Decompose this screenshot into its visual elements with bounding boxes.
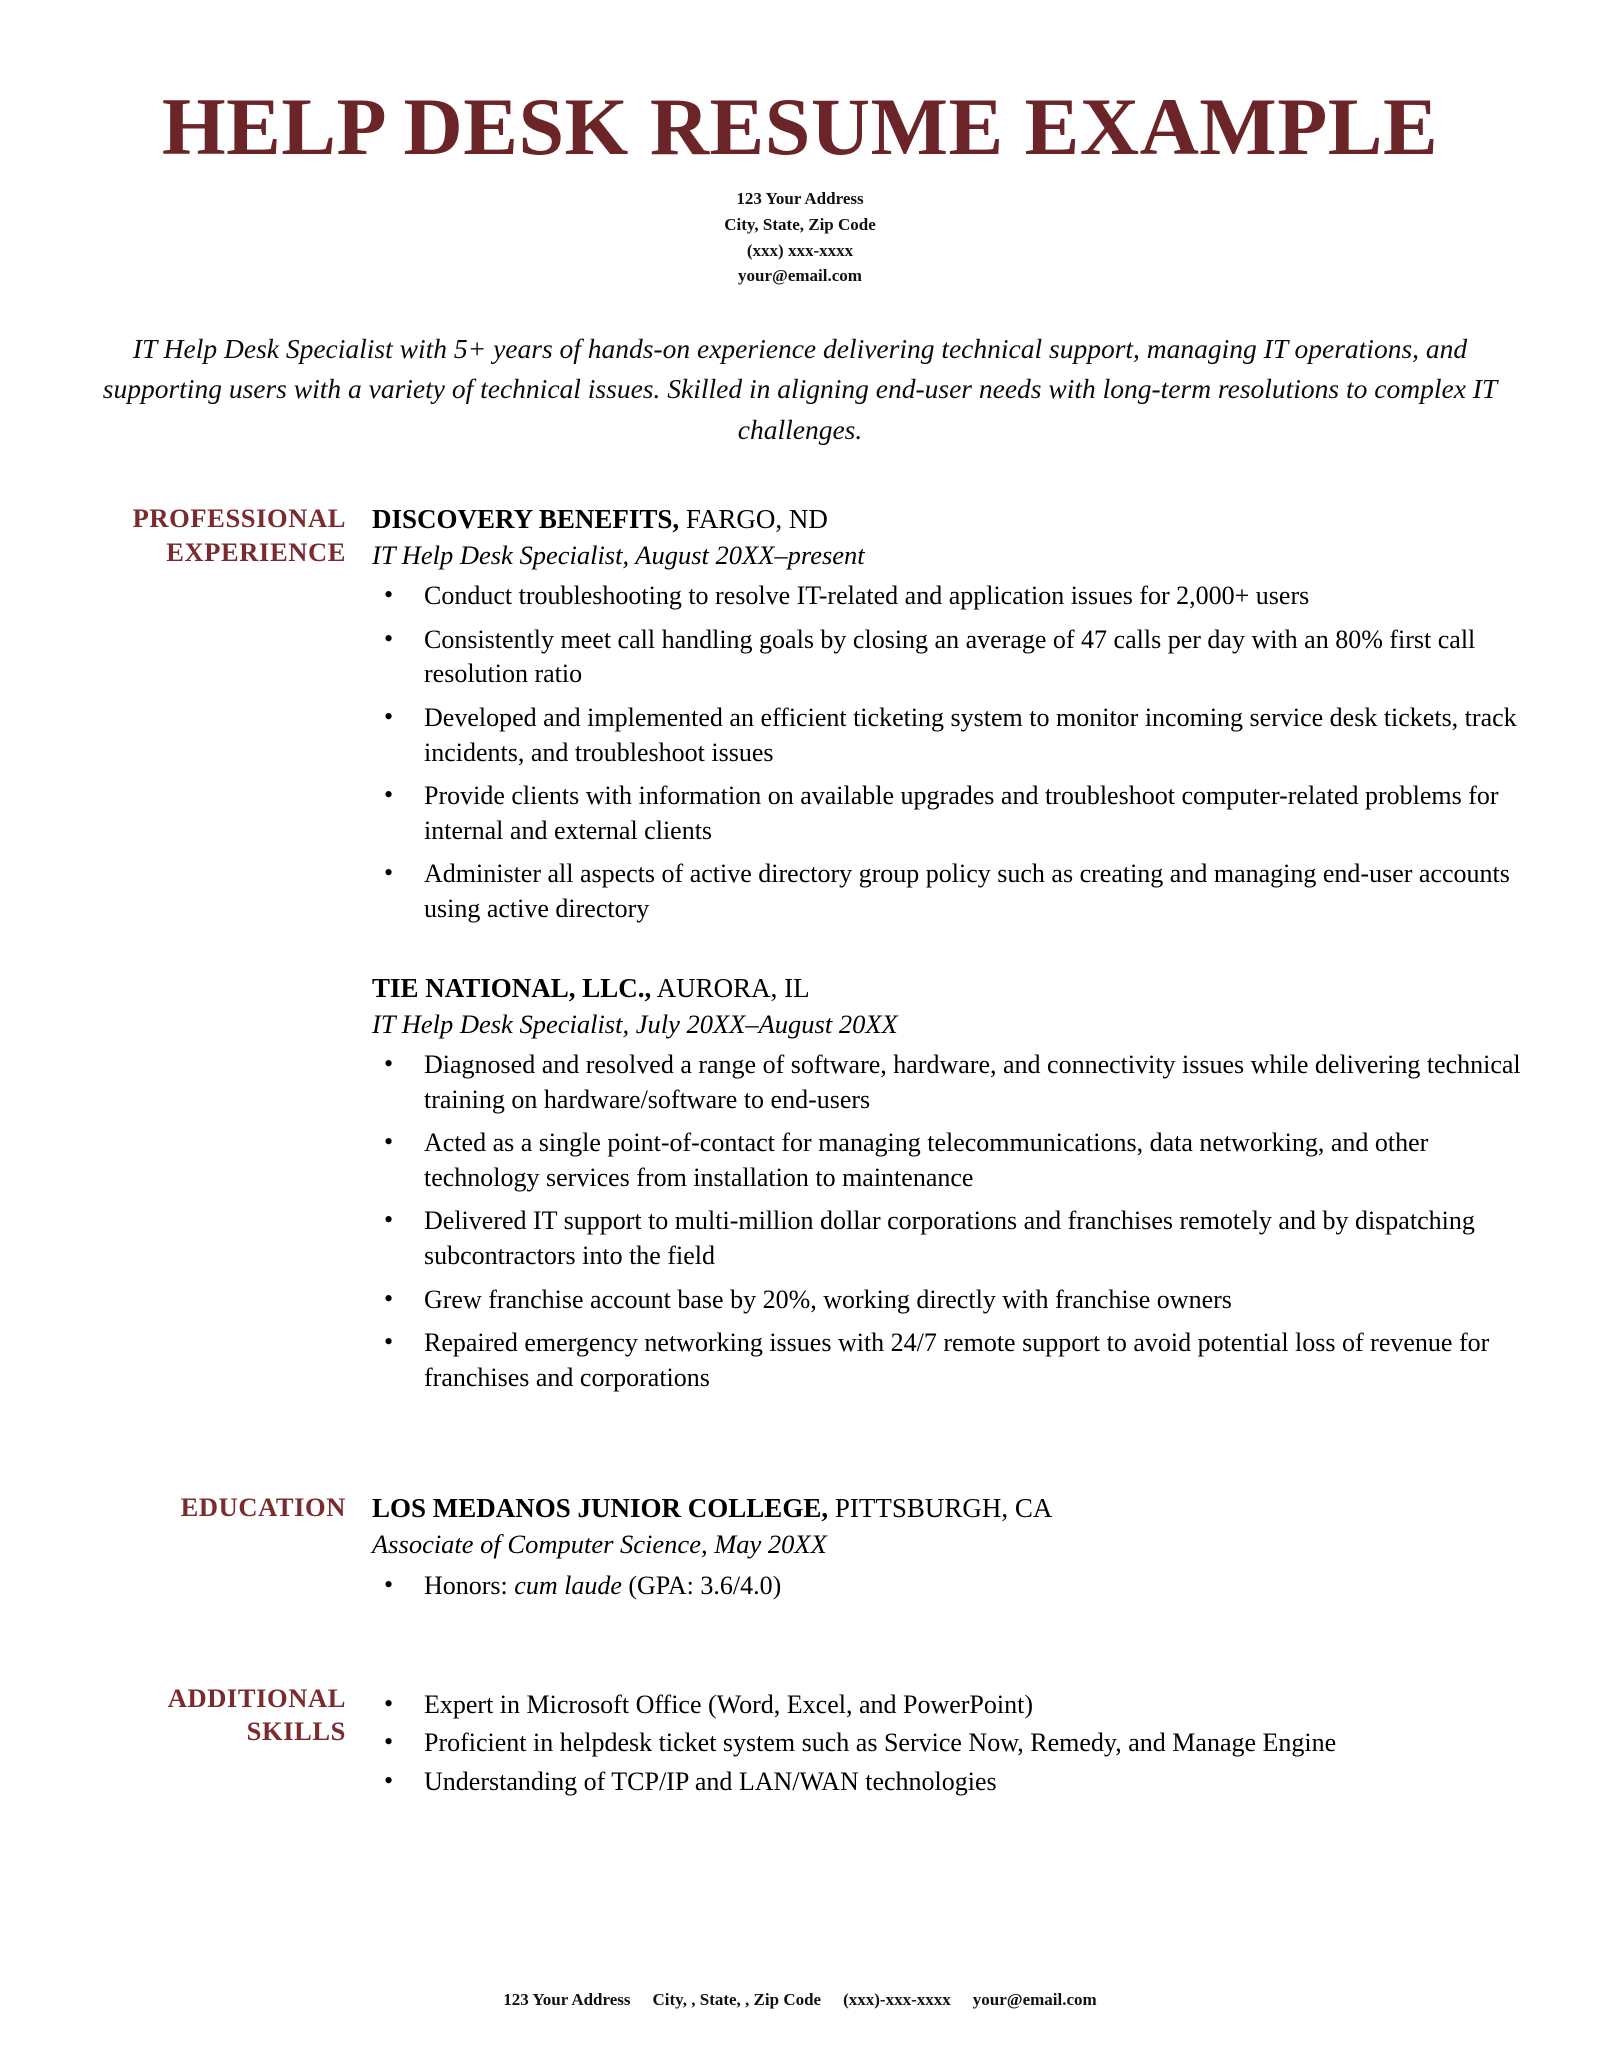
education-school-location: PITTSBURGH, CA [828,1493,1053,1524]
education-degree-date: Associate of Computer Science, May 20XX [372,1529,827,1560]
education-school-name: LOS MEDANOS JUNIOR COLLEGE, [372,1493,829,1524]
professional-summary: IT Help Desk Specialist with 5+ years of hands-on experience delivering technical support, managing IT operations, and supporting users with a variety of technical issues. Skilled in aligning end-user needs with long-term resolutions to complex IT challenges. [102,333,1498,445]
footer-phone: (xxx)-xxx-xxxx [843,1990,951,2009]
job-bullet-list [372,1048,1534,1395]
contact-address: 123 Your Address [736,189,864,208]
section-body-education [370,1491,1534,1603]
skill-bullet: • Understanding of TCP/IP and LAN/WAN technologies [372,1765,1534,1800]
job-bullet: • Grew franchise account base by 20%, working directly with franchise owners [372,1283,1534,1318]
job-bullet: • Provide clients with information on available upgrades and troubleshoot computer-related problems for internal and external clients [372,779,1534,848]
job-company-location: AURORA, IL [651,972,810,1003]
honors-gpa: (GPA: 3.6/4.0) [621,1570,782,1600]
job-bullet: • Developed and implemented an efficient ticketing system to monitor incoming service desk tickets, track incidents, and troubleshoot issues [372,701,1534,770]
job-entry [372,971,1534,1396]
section-label-skills-line1: ADDITIONAL [167,1682,346,1713]
section-label-experience-line1: PROFESSIONAL [132,502,346,533]
section-professional-experience [70,502,1534,1396]
job-bullet: • Repaired emergency networking issues with 24/7 remote support to avoid potential loss of revenue for franchises and corporations [372,1326,1534,1395]
section-label-education-line1: EDUCATION [180,1492,346,1523]
job-bullet: • Acted as a single point-of-contact for managing telecommunications, data networking, and other technology services from installation to maintenance [372,1126,1534,1195]
job-company-location: FARGO, ND [679,503,828,534]
section-education [70,1491,1534,1603]
honors-latin-term: cum laude [514,1570,622,1600]
education-school [372,1491,1534,1526]
section-body-experience [370,502,1534,1396]
job-organization [372,971,1534,1006]
contact-phone: (xxx) xxx-xxxx [746,240,854,260]
page-footer [0,1990,1600,2010]
section-label-skills-line2: SKILLS [246,1716,346,1747]
footer-email: your@email.com [972,1990,1097,2009]
contact-block [0,186,1600,289]
job-company-name: TIE NATIONAL, LLC., [372,972,652,1003]
job-title-dates: IT Help Desk Specialist, August 20XX–present [372,539,865,570]
job-entry [372,502,1534,927]
section-additional-skills [70,1682,1534,1804]
contact-city-state-zip: City, State, Zip Code [724,214,876,234]
skill-bullet: • Proficient in helpdesk ticket system such as Service Now, Remedy, and Manage Engine [372,1726,1534,1761]
footer-address: 123 Your Address [503,1990,631,2009]
job-bullet: • Diagnosed and resolved a range of software, hardware, and connectivity issues while delivering technical training on hardware/software to end-users [372,1048,1534,1117]
job-bullet-list [372,579,1534,926]
section-label-education [70,1491,370,1525]
job-company-name: DISCOVERY BENEFITS, [372,503,680,534]
section-label-experience [70,502,370,570]
section-label-experience-line2: EXPERIENCE [166,536,346,567]
section-label-skills [70,1682,370,1750]
job-bullet: • Consistently meet call handling goals by closing an average of 47 calls per day with an 80% first call resolution ratio [372,623,1534,692]
skill-bullet: • Expert in Microsoft Office (Word, Excel, and PowerPoint) [372,1688,1534,1723]
honors-prefix: Honors: [424,1570,515,1600]
education-bullet-list [372,1569,1534,1604]
job-bullet: • Conduct troubleshooting to resolve IT-related and application issues for 2,000+ users [372,579,1534,614]
section-body-skills [370,1682,1534,1804]
job-title-dates: IT Help Desk Specialist, July 20XX–August 20XX [372,1008,898,1039]
job-bullet: • Delivered IT support to multi-million dollar corporations and franchises remotely and by dispatching subcontractors into the field [372,1204,1534,1273]
footer-city-state-zip: City, , State, , Zip Code [652,1990,822,2009]
skills-bullet-list [372,1688,1534,1800]
education-honors-bullet [372,1569,1534,1604]
job-organization [372,502,1534,537]
contact-email: your@email.com [738,266,862,286]
page-title: HELP DESK RESUME EXAMPLE [161,81,1439,172]
job-bullet: • Administer all aspects of active directory group policy such as creating and managing end-user accounts using active directory [372,857,1534,926]
